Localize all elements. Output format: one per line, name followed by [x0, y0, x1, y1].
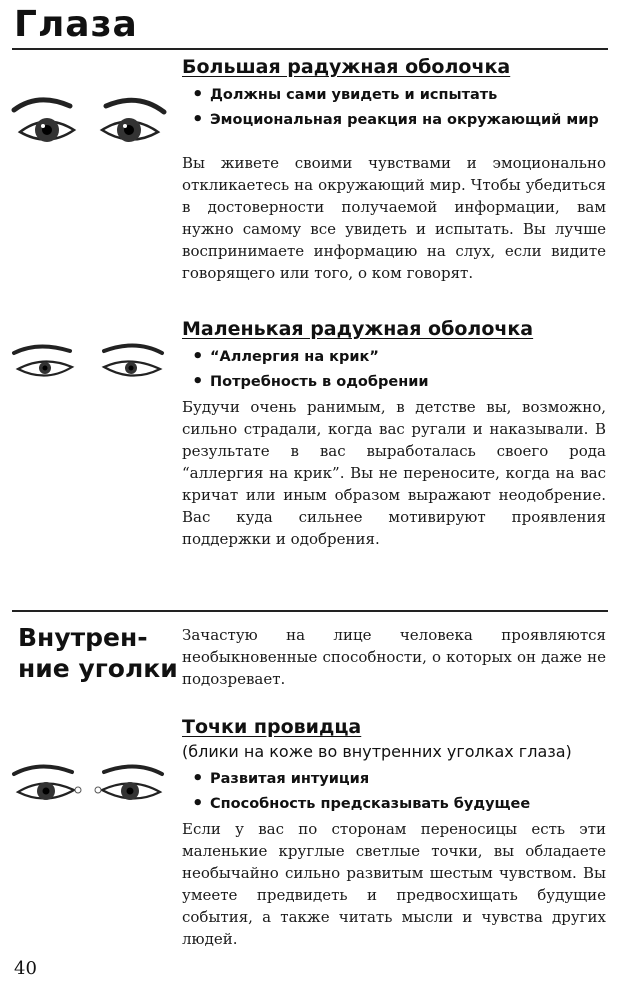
- side-title-inner-corners: [18, 622, 178, 684]
- section-subheading-seer-points: (блики на коже во внутренних уголках глаза): [182, 742, 572, 761]
- bullet-list-seer-points: [190, 770, 600, 820]
- section-heading-seer-points: Точки провидца: [182, 716, 362, 738]
- eyes-large-iris-illustration: [8, 90, 168, 160]
- side-title-line: Внутрен-: [18, 623, 148, 652]
- bullet-item: • Эмоциональная реакция на окружающий мир: [190, 111, 600, 130]
- section-heading-small-iris: Маленькая радужная оболочка: [182, 318, 534, 340]
- section-heading-large-iris: Большая радужная оболочка: [182, 56, 511, 78]
- section-rule: [12, 610, 608, 612]
- page-number: 40: [14, 958, 37, 979]
- title-rule: [12, 48, 608, 50]
- page-title: Глаза: [14, 4, 138, 45]
- eyes-small-iris-illustration: [8, 335, 168, 395]
- bullet-list-small-iris: [190, 348, 600, 398]
- side-title-line: ние уголки: [18, 654, 178, 683]
- body-paragraph-large-iris: Вы живете своими чувствами и эмоционально откликаетесь на окружающий мир. Чтобы убедиться в достоверности получаемой информации, вам нужно самому все увидеть и испытать. Вы лучше воспринимаете информацию на слух, если видите говорящего или того, о ком говорят.: [182, 154, 606, 282]
- intro-paragraph-inner-corners: Зачастую на лице человека проявляются необыкновенные способности, о которых он даже не подозревает.: [182, 626, 606, 688]
- bullet-item: • Потребность в одобрении: [190, 373, 600, 392]
- body-paragraph-small-iris: Будучи очень ранимым, в детстве вы, возможно, сильно страдали, когда вас ругали и наказывали. В результате в вас выработалась своего рода “аллергия на крик”. Вы не переносите, когда на вас кричат или иным образом выражают неодобрение. Вас куда сильнее мотивируют проявления поддержки и одобрения.: [182, 398, 606, 548]
- bullet-item: • Должны сами увидеть и испытать: [190, 86, 600, 105]
- bullet-item: • Развитая интуиция: [190, 770, 600, 789]
- body-paragraph-seer-points: Если у вас по сторонам переносицы есть эти маленькие круглые светлые точки, вы обладаете необычайно сильно развитым шестым чувством. Вы умеете предвидеть и предвосхищать будущие события, а также читать мысли и чувства других людей.: [182, 820, 606, 948]
- bullet-list-large-iris: [190, 86, 600, 136]
- bullet-item: • “Аллергия на крик”: [190, 348, 600, 367]
- bullet-item: • Способность предсказывать будущее: [190, 795, 600, 814]
- eyes-seer-points-illustration: [8, 752, 168, 818]
